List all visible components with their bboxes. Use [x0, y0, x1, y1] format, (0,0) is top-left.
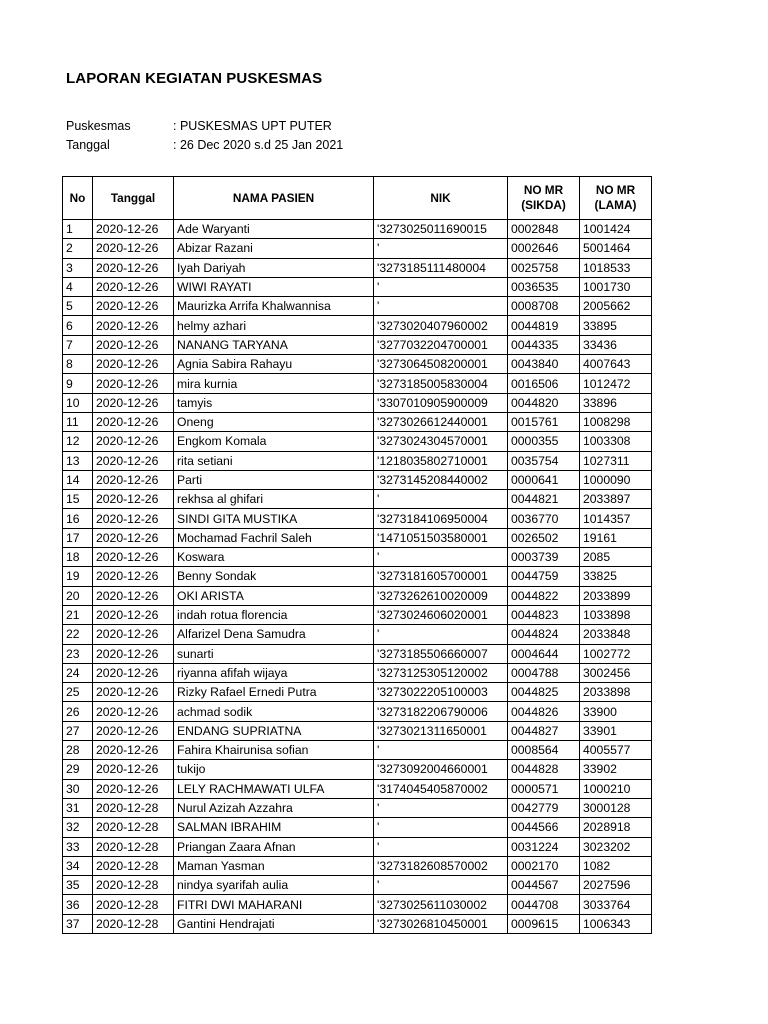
cell-no-mr-sikda: 0015761 — [508, 412, 580, 431]
header-nik: NIK — [374, 177, 508, 220]
cell-no: 14 — [63, 470, 93, 489]
cell-tanggal: 2020-12-26 — [93, 335, 174, 354]
cell-no-mr-lama: 33902 — [580, 760, 652, 779]
cell-no-mr-sikda: 0000355 — [508, 432, 580, 451]
table-row — [63, 798, 652, 817]
cell-nik: '3273025011690015 — [374, 220, 508, 239]
table-body — [63, 220, 652, 934]
cell-nama-pasien: Maman Yasman — [174, 856, 374, 875]
table-row — [63, 335, 652, 354]
cell-no-mr-lama: 1008298 — [580, 412, 652, 431]
cell-no-mr-sikda: 0043840 — [508, 355, 580, 374]
cell-nik: '3273182608570002 — [374, 856, 508, 875]
table-row — [63, 258, 652, 277]
cell-no-mr-sikda: 0009615 — [508, 914, 580, 933]
patient-table — [62, 176, 652, 934]
cell-no-mr-sikda: 0026502 — [508, 528, 580, 547]
table-row — [63, 760, 652, 779]
cell-no-mr-lama: 2033899 — [580, 586, 652, 605]
cell-tanggal: 2020-12-26 — [93, 412, 174, 431]
cell-tanggal: 2020-12-26 — [93, 625, 174, 644]
cell-nik: ' — [374, 297, 508, 316]
cell-nama-pasien: Mochamad Fachril Saleh — [174, 528, 374, 547]
cell-nik: '3273181605700001 — [374, 567, 508, 586]
table-row — [63, 818, 652, 837]
cell-nik: '3273125305120002 — [374, 663, 508, 682]
cell-no: 10 — [63, 393, 93, 412]
cell-nama-pasien: Koswara — [174, 548, 374, 567]
cell-no-mr-lama: 3033764 — [580, 895, 652, 914]
cell-nama-pasien: Parti — [174, 470, 374, 489]
table-row — [63, 490, 652, 509]
cell-no-mr-lama: 1001424 — [580, 220, 652, 239]
cell-nik: ' — [374, 548, 508, 567]
cell-no-mr-lama: 4005577 — [580, 741, 652, 760]
cell-nama-pasien: Rizky Rafael Ernedi Putra — [174, 683, 374, 702]
cell-tanggal: 2020-12-26 — [93, 374, 174, 393]
cell-tanggal: 2020-12-26 — [93, 239, 174, 258]
cell-tanggal: 2020-12-26 — [93, 258, 174, 277]
cell-nama-pasien: Gantini Hendrajati — [174, 914, 374, 933]
puskesmas-value: : PUSKESMAS UPT PUTER — [173, 119, 332, 133]
cell-no: 37 — [63, 914, 93, 933]
cell-no-mr-lama: 1001730 — [580, 277, 652, 296]
header-lama-line1: NO MR — [595, 183, 636, 197]
table-row — [63, 721, 652, 740]
cell-nama-pasien: helmy azhari — [174, 316, 374, 335]
cell-no-mr-sikda: 0000641 — [508, 470, 580, 489]
cell-no-mr-sikda: 0044827 — [508, 721, 580, 740]
cell-tanggal: 2020-12-28 — [93, 895, 174, 914]
cell-no-mr-sikda: 0000571 — [508, 779, 580, 798]
cell-no: 7 — [63, 335, 93, 354]
cell-tanggal: 2020-12-28 — [93, 798, 174, 817]
cell-no-mr-lama: 33901 — [580, 721, 652, 740]
cell-tanggal: 2020-12-28 — [93, 837, 174, 856]
cell-no-mr-lama: 3023202 — [580, 837, 652, 856]
cell-no-mr-sikda: 0044824 — [508, 625, 580, 644]
cell-nama-pasien: nindya syarifah aulia — [174, 876, 374, 895]
cell-no: 31 — [63, 798, 93, 817]
header-lama-line2: (LAMA) — [594, 198, 637, 212]
cell-nama-pasien: Engkom Komala — [174, 432, 374, 451]
cell-no-mr-lama: 2033898 — [580, 683, 652, 702]
table-row — [63, 605, 652, 624]
cell-tanggal: 2020-12-26 — [93, 220, 174, 239]
table-row — [63, 470, 652, 489]
cell-no: 28 — [63, 741, 93, 760]
cell-no: 6 — [63, 316, 93, 335]
cell-no-mr-sikda: 0025758 — [508, 258, 580, 277]
cell-tanggal: 2020-12-26 — [93, 393, 174, 412]
table-row — [63, 528, 652, 547]
cell-no: 32 — [63, 818, 93, 837]
cell-nama-pasien: ENDANG SUPRIATNA — [174, 721, 374, 740]
cell-nama-pasien: sunarti — [174, 644, 374, 663]
cell-nik: ' — [374, 239, 508, 258]
cell-no: 34 — [63, 856, 93, 875]
cell-no-mr-lama: 2085 — [580, 548, 652, 567]
cell-tanggal: 2020-12-26 — [93, 432, 174, 451]
table-row — [63, 586, 652, 605]
cell-nik: '3273092004660001 — [374, 760, 508, 779]
table-row — [63, 625, 652, 644]
cell-nama-pasien: Iyah Dariyah — [174, 258, 374, 277]
table-row — [63, 741, 652, 760]
cell-no-mr-lama: 2005662 — [580, 297, 652, 316]
table-row — [63, 644, 652, 663]
cell-tanggal: 2020-12-26 — [93, 605, 174, 624]
cell-no-mr-sikda: 0008564 — [508, 741, 580, 760]
cell-nama-pasien: Priangan Zaara Afnan — [174, 837, 374, 856]
cell-nama-pasien: Agnia Sabira Rahayu — [174, 355, 374, 374]
cell-nik: '3273020407960002 — [374, 316, 508, 335]
cell-no: 5 — [63, 297, 93, 316]
cell-no-mr-sikda: 0042779 — [508, 798, 580, 817]
cell-no-mr-sikda: 0002646 — [508, 239, 580, 258]
cell-no-mr-lama: 1027311 — [580, 451, 652, 470]
cell-nik: '3273185506660007 — [374, 644, 508, 663]
cell-no-mr-lama: 33436 — [580, 335, 652, 354]
cell-no: 35 — [63, 876, 93, 895]
tanggal-value: : 26 Dec 2020 s.d 25 Jan 2021 — [173, 138, 344, 152]
cell-tanggal: 2020-12-26 — [93, 644, 174, 663]
cell-tanggal: 2020-12-26 — [93, 355, 174, 374]
header-sikda-line1: NO MR — [523, 183, 564, 197]
cell-no: 9 — [63, 374, 93, 393]
cell-no-mr-lama: 1002772 — [580, 644, 652, 663]
cell-nama-pasien: Benny Sondak — [174, 567, 374, 586]
cell-nama-pasien: mira kurnia — [174, 374, 374, 393]
cell-no: 21 — [63, 605, 93, 624]
cell-no-mr-sikda: 0044759 — [508, 567, 580, 586]
cell-no-mr-sikda: 0036770 — [508, 509, 580, 528]
cell-nik: ' — [374, 625, 508, 644]
tanggal-line — [66, 138, 343, 152]
cell-tanggal: 2020-12-26 — [93, 567, 174, 586]
table-row — [63, 355, 652, 374]
cell-no-mr-lama: 1003308 — [580, 432, 652, 451]
cell-nik: '3273025611030002 — [374, 895, 508, 914]
table-row — [63, 683, 652, 702]
cell-tanggal: 2020-12-26 — [93, 297, 174, 316]
cell-nik: '3273064508200001 — [374, 355, 508, 374]
cell-nama-pasien: SINDI GITA MUSTIKA — [174, 509, 374, 528]
cell-nama-pasien: OKI ARISTA — [174, 586, 374, 605]
cell-no: 13 — [63, 451, 93, 470]
table-row — [63, 220, 652, 239]
table-row — [63, 914, 652, 933]
cell-no-mr-lama: 33825 — [580, 567, 652, 586]
cell-no-mr-lama: 1014357 — [580, 509, 652, 528]
cell-nik: '3277032204700001 — [374, 335, 508, 354]
cell-nik: '3273026612440001 — [374, 412, 508, 431]
cell-nama-pasien: riyanna afifah wijaya — [174, 663, 374, 682]
table-header-row — [63, 177, 652, 220]
puskesmas-line — [66, 119, 332, 133]
cell-no-mr-sikda: 0036535 — [508, 277, 580, 296]
cell-no-mr-lama: 1012472 — [580, 374, 652, 393]
cell-no: 25 — [63, 683, 93, 702]
cell-no-mr-sikda: 0044821 — [508, 490, 580, 509]
cell-nama-pasien: Alfarizel Dena Samudra — [174, 625, 374, 644]
table-row — [63, 837, 652, 856]
cell-no-mr-sikda: 0044820 — [508, 393, 580, 412]
cell-nama-pasien: Nurul Azizah Azzahra — [174, 798, 374, 817]
cell-nama-pasien: tukijo — [174, 760, 374, 779]
header-no-mr-sikda — [508, 177, 580, 220]
cell-no: 8 — [63, 355, 93, 374]
cell-tanggal: 2020-12-26 — [93, 277, 174, 296]
cell-nik: ' — [374, 798, 508, 817]
table-row — [63, 856, 652, 875]
cell-tanggal: 2020-12-26 — [93, 779, 174, 798]
cell-nama-pasien: NANANG TARYANA — [174, 335, 374, 354]
cell-no-mr-lama: 1000090 — [580, 470, 652, 489]
cell-no-mr-sikda: 0044822 — [508, 586, 580, 605]
cell-tanggal: 2020-12-28 — [93, 914, 174, 933]
cell-no: 20 — [63, 586, 93, 605]
cell-no-mr-sikda: 0004644 — [508, 644, 580, 663]
cell-no: 26 — [63, 702, 93, 721]
cell-tanggal: 2020-12-26 — [93, 490, 174, 509]
cell-no: 4 — [63, 277, 93, 296]
table-row — [63, 412, 652, 431]
cell-nama-pasien: WIWI RAYATI — [174, 277, 374, 296]
cell-nama-pasien: rita setiani — [174, 451, 374, 470]
cell-no-mr-lama: 2028918 — [580, 818, 652, 837]
header-no-mr-lama — [580, 177, 652, 220]
cell-no-mr-sikda: 0044708 — [508, 895, 580, 914]
cell-no: 2 — [63, 239, 93, 258]
cell-nik: '3174045405870002 — [374, 779, 508, 798]
cell-tanggal: 2020-12-26 — [93, 702, 174, 721]
cell-no-mr-lama: 3000128 — [580, 798, 652, 817]
cell-no: 33 — [63, 837, 93, 856]
table-row — [63, 432, 652, 451]
cell-no-mr-lama: 2033848 — [580, 625, 652, 644]
table-row — [63, 374, 652, 393]
table-row — [63, 702, 652, 721]
cell-no-mr-lama: 5001464 — [580, 239, 652, 258]
cell-nama-pasien: FITRI DWI MAHARANI — [174, 895, 374, 914]
cell-no: 24 — [63, 663, 93, 682]
cell-no: 22 — [63, 625, 93, 644]
table-row — [63, 451, 652, 470]
cell-tanggal: 2020-12-26 — [93, 470, 174, 489]
cell-no-mr-sikda: 0002848 — [508, 220, 580, 239]
cell-no-mr-sikda: 0044823 — [508, 605, 580, 624]
cell-no: 17 — [63, 528, 93, 547]
cell-no-mr-lama: 1006343 — [580, 914, 652, 933]
cell-tanggal: 2020-12-26 — [93, 760, 174, 779]
cell-nama-pasien: Ade Waryanti — [174, 220, 374, 239]
cell-no-mr-sikda: 0044826 — [508, 702, 580, 721]
cell-no-mr-sikda: 0035754 — [508, 451, 580, 470]
cell-nama-pasien: indah rotua florencia — [174, 605, 374, 624]
cell-no-mr-sikda: 0004788 — [508, 663, 580, 682]
cell-nik: '3273024304570001 — [374, 432, 508, 451]
table-row — [63, 239, 652, 258]
cell-no: 1 — [63, 220, 93, 239]
cell-tanggal: 2020-12-28 — [93, 876, 174, 895]
cell-tanggal: 2020-12-26 — [93, 586, 174, 605]
cell-no: 16 — [63, 509, 93, 528]
cell-nama-pasien: Fahira Khairunisa sofian — [174, 741, 374, 760]
cell-nik: ' — [374, 741, 508, 760]
cell-tanggal: 2020-12-26 — [93, 316, 174, 335]
cell-tanggal: 2020-12-26 — [93, 528, 174, 547]
cell-no-mr-sikda: 0016506 — [508, 374, 580, 393]
cell-nik: ' — [374, 490, 508, 509]
header-nama-pasien: NAMA PASIEN — [174, 177, 374, 220]
cell-no-mr-sikda: 0044825 — [508, 683, 580, 702]
cell-no-mr-sikda: 0044567 — [508, 876, 580, 895]
table-row — [63, 895, 652, 914]
cell-nik: '3273022205100003 — [374, 683, 508, 702]
cell-no-mr-lama: 1033898 — [580, 605, 652, 624]
cell-no-mr-lama: 3002456 — [580, 663, 652, 682]
cell-no-mr-sikda: 0044566 — [508, 818, 580, 837]
cell-nama-pasien: tamyis — [174, 393, 374, 412]
cell-no-mr-lama: 1018533 — [580, 258, 652, 277]
cell-nik: '3273262610020009 — [374, 586, 508, 605]
cell-tanggal: 2020-12-26 — [93, 548, 174, 567]
table-row — [63, 297, 652, 316]
table-row — [63, 779, 652, 798]
cell-no-mr-sikda: 0008708 — [508, 297, 580, 316]
cell-no-mr-sikda: 0031224 — [508, 837, 580, 856]
table-row — [63, 876, 652, 895]
cell-no-mr-sikda: 0044335 — [508, 335, 580, 354]
cell-nik: ' — [374, 837, 508, 856]
cell-nik: '3273185005830004 — [374, 374, 508, 393]
cell-no-mr-lama: 4007643 — [580, 355, 652, 374]
cell-no: 18 — [63, 548, 93, 567]
cell-no: 11 — [63, 412, 93, 431]
cell-tanggal: 2020-12-28 — [93, 856, 174, 875]
cell-no: 12 — [63, 432, 93, 451]
cell-nama-pasien: rekhsa al ghifari — [174, 490, 374, 509]
cell-no: 36 — [63, 895, 93, 914]
cell-no: 19 — [63, 567, 93, 586]
table-row — [63, 393, 652, 412]
cell-tanggal: 2020-12-28 — [93, 818, 174, 837]
cell-nik: '3307010905900009 — [374, 393, 508, 412]
cell-nik: '1218035802710001 — [374, 451, 508, 470]
cell-tanggal: 2020-12-26 — [93, 663, 174, 682]
cell-no: 23 — [63, 644, 93, 663]
cell-tanggal: 2020-12-26 — [93, 509, 174, 528]
header-sikda-line2: (SIKDA) — [521, 198, 566, 212]
header-tanggal: Tanggal — [93, 177, 174, 220]
cell-nama-pasien: SALMAN IBRAHIM — [174, 818, 374, 837]
cell-no: 27 — [63, 721, 93, 740]
puskesmas-label: Puskesmas — [66, 119, 131, 133]
table-row — [63, 509, 652, 528]
cell-nama-pasien: Maurizka Arrifa Khalwannisa — [174, 297, 374, 316]
cell-no-mr-lama: 33900 — [580, 702, 652, 721]
cell-tanggal: 2020-12-26 — [93, 741, 174, 760]
cell-nama-pasien: achmad sodik — [174, 702, 374, 721]
cell-no-mr-lama: 33895 — [580, 316, 652, 335]
cell-no-mr-lama: 2033897 — [580, 490, 652, 509]
cell-nik: '3273024606020001 — [374, 605, 508, 624]
cell-nik: ' — [374, 876, 508, 895]
header-no: No — [63, 177, 93, 220]
cell-tanggal: 2020-12-26 — [93, 683, 174, 702]
cell-nik: '3273182206790006 — [374, 702, 508, 721]
cell-no-mr-lama: 2027596 — [580, 876, 652, 895]
cell-nik: '3273145208440002 — [374, 470, 508, 489]
cell-no: 30 — [63, 779, 93, 798]
table-row — [63, 567, 652, 586]
cell-no-mr-sikda: 0044828 — [508, 760, 580, 779]
cell-tanggal: 2020-12-26 — [93, 451, 174, 470]
cell-no-mr-sikda: 0044819 — [508, 316, 580, 335]
cell-no: 29 — [63, 760, 93, 779]
cell-no-mr-sikda: 0003739 — [508, 548, 580, 567]
cell-no-mr-lama: 1000210 — [580, 779, 652, 798]
cell-tanggal: 2020-12-26 — [93, 721, 174, 740]
cell-nik: '3273021311650001 — [374, 721, 508, 740]
cell-no: 15 — [63, 490, 93, 509]
table-row — [63, 548, 652, 567]
table-row — [63, 663, 652, 682]
cell-nama-pasien: LELY RACHMAWATI ULFA — [174, 779, 374, 798]
cell-nik: ' — [374, 277, 508, 296]
tanggal-label: Tanggal — [66, 138, 110, 152]
report-title: LAPORAN KEGIATAN PUSKESMAS — [66, 70, 323, 87]
cell-nik: '1471051503580001 — [374, 528, 508, 547]
cell-nik: '3273184106950004 — [374, 509, 508, 528]
table-row — [63, 316, 652, 335]
table-row — [63, 277, 652, 296]
cell-no-mr-sikda: 0002170 — [508, 856, 580, 875]
cell-nama-pasien: Oneng — [174, 412, 374, 431]
cell-nik: '3273026810450001 — [374, 914, 508, 933]
cell-no-mr-lama: 19161 — [580, 528, 652, 547]
cell-no-mr-lama: 33896 — [580, 393, 652, 412]
cell-nik: ' — [374, 818, 508, 837]
cell-no-mr-lama: 1082 — [580, 856, 652, 875]
cell-nama-pasien: Abizar Razani — [174, 239, 374, 258]
cell-nik: '3273185111480004 — [374, 258, 508, 277]
cell-no: 3 — [63, 258, 93, 277]
